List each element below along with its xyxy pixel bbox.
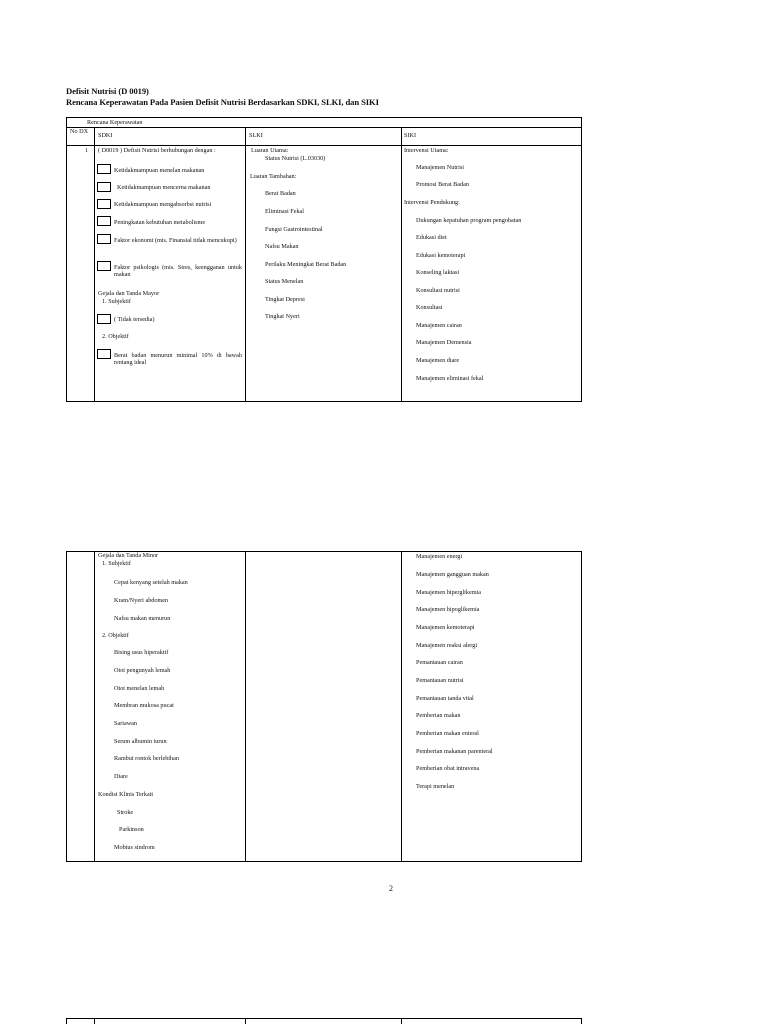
siki-item: Dukungan kepatuhan program pengobatan [416, 217, 522, 224]
page-number: 2 [389, 884, 393, 893]
cause-item: Ketidakmampuan mengabsorbsi nutrisi [114, 201, 212, 208]
siki-item: Pemantauan cairan [416, 659, 463, 666]
siki-item: Manajemen Demensia [416, 339, 472, 346]
minor-symptom: Sariawan [114, 720, 138, 727]
siki-item: Pemantauan tanda vital [416, 695, 474, 702]
siki-item: Manajemen cairan [416, 322, 462, 329]
minor-symptom: Otot menelan lemah [114, 685, 165, 692]
slki-item: Tingkat Depresi [265, 296, 305, 303]
cause-checkbox [97, 216, 111, 226]
nursing-plan-table [66, 117, 582, 402]
minor-symptom: Cepat kenyang setelah makan [114, 579, 188, 586]
cause-item: Ketidakmampuan menelan makanan [114, 167, 205, 174]
clinical-condition: Parkinson [119, 826, 144, 833]
siki-item: Edukasi kemoterapi [416, 252, 466, 259]
header-no-dx: No DX [70, 128, 89, 135]
slki-item: Perilaku Meningkat Berat Badan [265, 261, 347, 268]
siki-item: Manajemen reaksi alergi [416, 642, 478, 649]
slki-extra-label: Luaran Tambahan: [250, 173, 297, 180]
cause-checkbox [97, 199, 111, 209]
symptom-checkbox [97, 314, 111, 324]
cause-checkbox [97, 261, 111, 271]
objective-label: 2. Objektif [102, 632, 129, 639]
slki-item: Tingkat Nyeri [265, 313, 300, 320]
subjective-label: 1. Subjektif [102, 298, 131, 305]
slki-item: Nafsu Makan [265, 243, 299, 250]
minor-symptom: Rambut rontok berlebihan [114, 755, 179, 762]
slki-item: Berat Badan [265, 190, 296, 197]
slki-item: Eliminasi Fekal [265, 208, 305, 215]
siki-item: Terapi menelan [416, 783, 455, 790]
siki-item: Konsultasi [416, 304, 443, 311]
slki-item: Fungsi Gastrointestinal [265, 226, 323, 233]
siki-item: Pemberian makanan parenteral [416, 748, 493, 755]
slki-item: Status Menelan [265, 278, 304, 285]
siki-item: Manajemen diare [416, 357, 460, 364]
siki-item: Edukasi diet [416, 234, 447, 241]
sdki-diagnosis: ( D0019 ) Defisit Nutrisi berhubungan dengan : [98, 147, 216, 154]
minor-symptom: Nafsu makan menurun [114, 615, 171, 622]
clinical-condition: Mobius sindrom [114, 844, 155, 851]
siki-item: Konsultasi nutrisi [416, 287, 460, 294]
slki-main-label: Luaran Utama: [251, 147, 289, 154]
document-subtitle: Rencana Keperawatan Pada Pasien Defisit Nutrisi Berdasarkan SDKI, SLKI, dan SIKI [66, 97, 379, 107]
clinical-conditions-label: Kondisi Klinis Terkait [98, 791, 154, 798]
siki-item: Pemberian obat intravena [416, 765, 480, 772]
siki-item: Pemantauan nutrisi [416, 677, 464, 684]
siki-item: Manajemen kemoterapi [416, 624, 475, 631]
cause-checkbox [97, 234, 111, 244]
signs-minor-heading: Gejala dan Tanda Minor [98, 552, 159, 559]
siki-item: Promosi Berat Badan [416, 181, 469, 188]
header-sdki: SDKI [98, 132, 113, 139]
cause-item: Ketidakmampuan mencerna makanan [117, 184, 211, 191]
siki-item: Konseling laktasi [416, 269, 460, 276]
siki-item: Manajemen Nutrisi [416, 164, 464, 171]
subjective-label: 1. Subjektif [102, 560, 131, 567]
siki-item: Manajemen gangguan makan [416, 571, 489, 578]
minor-symptom: Serum albumin turun [114, 738, 167, 745]
header-siki: SIKI [404, 132, 417, 139]
siki-item: Pemberian makan [416, 712, 461, 719]
row-number: 1 [85, 147, 89, 154]
objective-item: Berat badan menurun minimal 10% di bawah rentang ideal [114, 352, 242, 367]
minor-symptom: Bising usus hiperaktif [114, 649, 169, 656]
continuation-table [66, 551, 582, 862]
siki-support-label: Intervensi Pendukung: [404, 199, 460, 206]
minor-symptom: Diare [114, 773, 128, 780]
clinical-condition: Stroke [117, 809, 134, 816]
minor-symptom: Kram/Nyeri abdomen [114, 597, 169, 604]
subjective-item: ( Tidak tersedia) [114, 316, 155, 323]
table-caption: Rencana Keperawatan [87, 119, 143, 126]
siki-item: Manajemen energi [416, 553, 463, 560]
siki-item: Manajemen hipoglikemia [416, 606, 480, 613]
cause-item: Faktor ekonomi (mis. Finansial tidak mencukupi) [114, 237, 237, 244]
objective-label: 2. Objektif [102, 333, 129, 340]
siki-item: Pemberian makan enteral [416, 730, 479, 737]
cause-item: Faktor psikologis (mis. Stres, keengganan untuk makan [114, 264, 242, 279]
header-slki: SLKI [249, 132, 263, 139]
minor-symptom: Otot pengunyah lemah [114, 667, 171, 674]
minor-symptom: Membran mukosa pucat [114, 702, 174, 709]
symptom-checkbox [97, 349, 111, 359]
cause-checkbox [97, 182, 111, 192]
signs-major-heading: Gejala dan Tanda Mayor [98, 290, 160, 297]
siki-main-label: Intervensi Utama: [404, 147, 449, 154]
cause-checkbox [97, 164, 111, 174]
siki-item: Manajemen hiperglikemia [416, 589, 482, 596]
document-title: Defisit Nutrisi (D 0019) [66, 86, 149, 96]
siki-item: Manajemen eliminasi fekal [416, 375, 484, 382]
cause-item: Peningkatan kebutuhan metabolisme [114, 219, 206, 226]
next-page-table [66, 1018, 582, 1024]
slki-main-item: Status Nutrisi (L.03030) [265, 155, 326, 162]
